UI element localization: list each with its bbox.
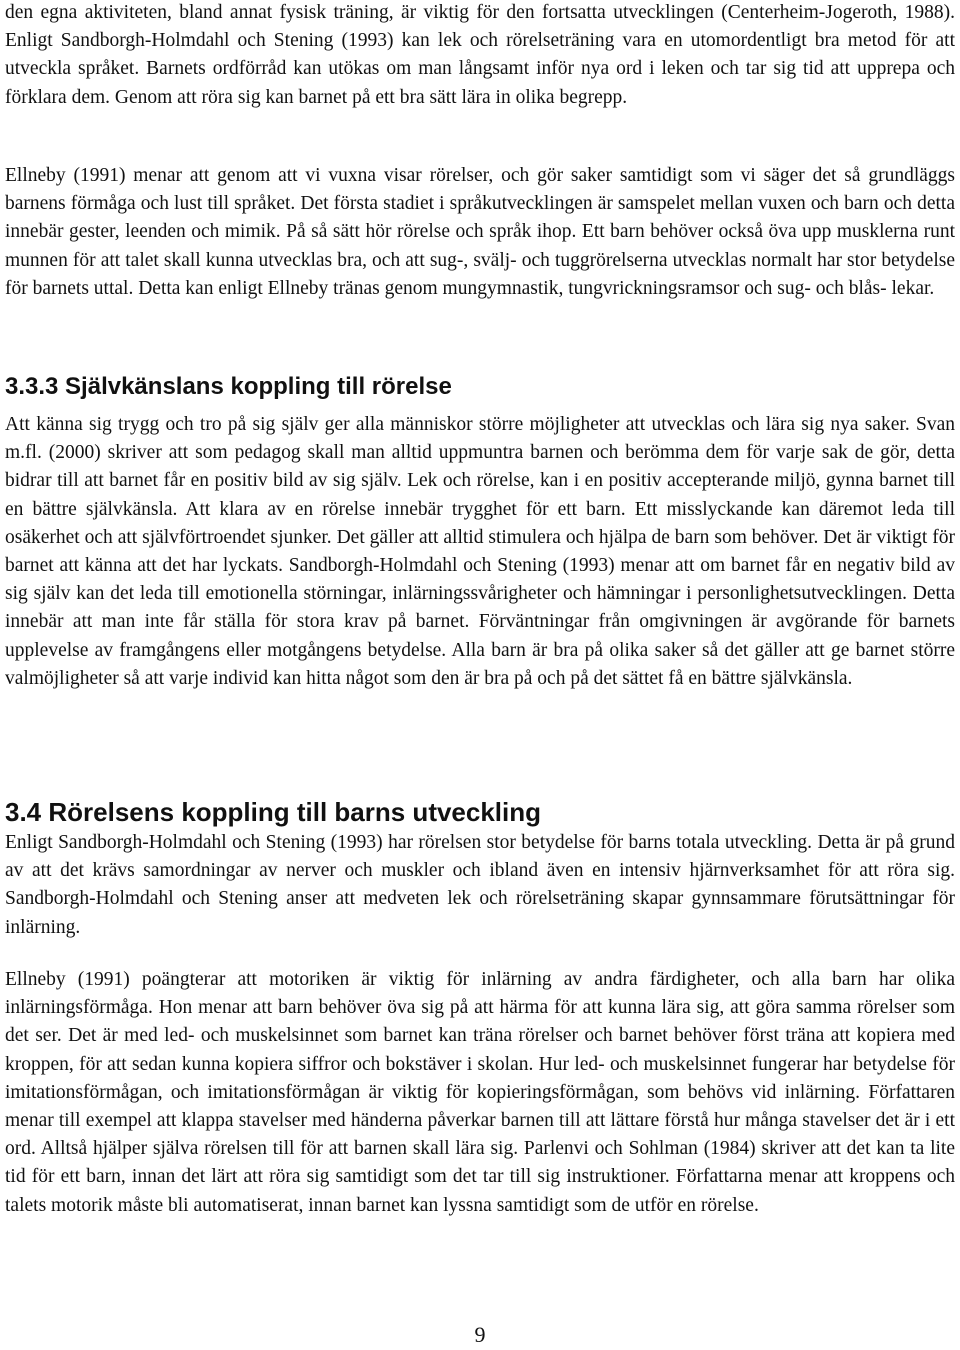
paragraph-ellneby-language: Ellneby (1991) menar att genom att vi vuxna visar rörelser, och gör saker samtidigt som vi säger det så grundläggs barnens förmåga och lust till språket. Det första stadiet i språkutvecklingen är samspelet mellan vuxen och barn och detta innebär gester, leenden och mimik. På så sätt hör rörelse och språk ihop. Ett barn behöver också öva upp musklerna runt munnen för att talet skall kunna utvecklas bra, och att sug-, svälj- och tuggrörelserna utvecklas normalt har stor betydelse för barnets uttal. Detta kan enligt Ellneby tränas genom mungymnastik, tungvrickningsramsor och sug- och blås- lekar. (5, 165, 955, 299)
heading-movement-development: 3.4 Rörelsens koppling till barns utveckling (5, 797, 542, 827)
page-number: 9 (474, 1322, 486, 1347)
paragraph-self-esteem: Att känna sig trygg och tro på sig själv ger alla människor större möjligheter att utvecklas och lära sig nya saker. Svan m.fl. (2000) skriver att som pedagog skall man alltid uppmuntra barnen och berömma dem för varje sak de gör, detta bidrar till att barnet får en positiv bild av sig själv. Lek och rörelse, kan i en positiv accepterande miljö, gynna barnet till en bättre självkänsla. Att klara av en rörelse innebär trygghet för ett barn. Ett misslyckande kan däremot leda till osäkerhet och att självförtroendet sjunker. Det gäller att alltid stimulera och hjälpa de barn som behöver. Det är viktigt för barnet att känna att det har lyckats. Sandborgh-Holmdahl och Stening (1993) menar att om barnet får en negativ bild av sig själv kan det leda till emotionella störningar, inlärningssvårigheter och hämningar i personlighetsutvecklingen. Detta innebär att man inte får ställa för stora krav på barnet. Förväntningar från omgivningen är avgörande för barnets upplevelse av framgångens eller motgångens betydelse. Alla barn är bra på olika saker så det gäller att ge barnet större valmöjligheter så att varje individ kan hitta något som den är bra på och på det sättet få en bättre självkänsla. (5, 414, 955, 689)
paragraph-ellneby-motor: Ellneby (1991) poängterar att motoriken är viktig för inlärning av andra färdigheter, och alla barn har olika inlärningsförmåga. Hon menar att barn behöver öva sig på att härma för att kunna lära sig, att göra samma rörelser som det ser. Det är med led- och muskelsinnet som barnet kan träna rörelser och barnet behöver först träna att kopiera med kroppen, för att sedan kunna kopiera siffror och bokstäver i skolan. Hur led- och muskelsinnet fungerar har betydelse för imitationsförmågan, och imitationsförmågan är viktig för kopieringsförmågan, som behövs vid inlärning. Författaren menar till exempel att klappa stavelser med händerna påverkar barnen till att lättare förstå hur många stavelser det är i ett ord. Alltså hjälper själva rörelsen till för att barnen skall lära sig. Parlenvi och Sohlman (1984) skriver att det kan ta lite tid för ett barn, innan det lärt att röra sig samtidigt som det tar till sig instruktioner. Författarna menar att kroppens och talets motorik måste bli automatiserat, innan barnet kan lyssna samtidigt som de utför en rörelse. (5, 969, 955, 1216)
paragraph-movement-development: Enligt Sandborgh-Holmdahl och Stening (1993) har rörelsen stor betydelse för barns totala utveckling. Detta är på grund av att det krävs samordningar av nerver och muskler och ibland även en intensiv hjärnverksamhet för att röra sig. Sandborgh-Holmdahl och Stening anser att medveten lek och rörelseträning skapar gynnsammare förutsättningar för inlärning. (5, 832, 955, 938)
paragraph-intro-continued: den egna aktiviteten, bland annat fysisk träning, är viktig för den fortsatta utvecklingen (Centerheim-Jogeroth, 1988). Enligt Sandborgh-Holmdahl och Stening (1993) kan lek och rörelseträning vara en utomordentligt bra metod för att utveckla språket. Barnets ordförråd kan utökas om man långsamt inför nya ord i leken och tar sig tid att upprepa och förklara dem. Genom att röra sig kan barnet på ett bra sätt lära in olika begrepp. (5, 2, 955, 108)
heading-self-esteem: 3.3.3 Självkänslans koppling till rörelse (5, 373, 452, 400)
